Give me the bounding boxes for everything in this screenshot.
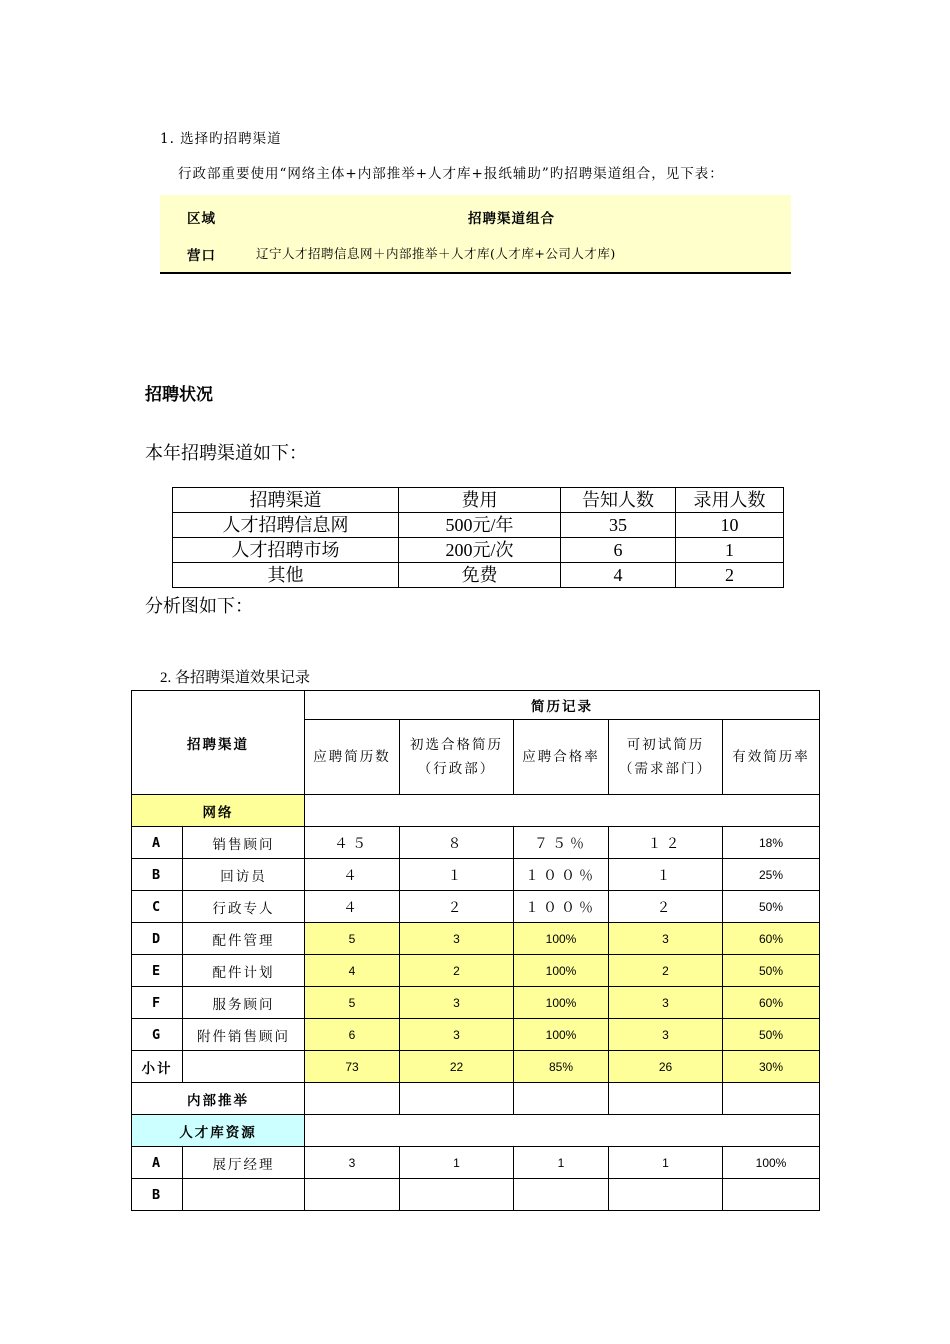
row-id: B: [132, 859, 183, 891]
row-id: E: [132, 955, 183, 987]
channel-header: 招聘渠道: [132, 691, 305, 795]
value-cell: ２: [609, 891, 723, 923]
value-cell: ４: [305, 891, 400, 923]
row-id: D: [132, 923, 183, 955]
value-cell: １００％: [514, 859, 609, 891]
value-cell: 6: [305, 1019, 400, 1051]
table-row: [173, 513, 784, 538]
value-cell: 5: [305, 987, 400, 1019]
group-row-network: [132, 795, 820, 827]
value-cell: 3: [305, 1147, 400, 1179]
table-row: [132, 891, 820, 923]
value-cell: ４５: [305, 827, 400, 859]
subtotal-cell: 26: [609, 1051, 723, 1083]
col-header: 有效简历率: [723, 720, 820, 795]
row-id: A: [132, 827, 183, 859]
col-header: 初选合格简历 （行政部）: [400, 720, 514, 795]
channel-combo-table: [160, 195, 791, 274]
subtotal-cell: 85%: [514, 1051, 609, 1083]
table-cell: 4: [561, 563, 676, 588]
value-cell: 100%: [514, 955, 609, 987]
header-cell: 录用人数: [676, 488, 784, 513]
table-cell: 10: [676, 513, 784, 538]
subtotal-cell: 22: [400, 1051, 514, 1083]
channels-intro: 本年招聘渠道如下：: [145, 443, 307, 463]
position-name: 配件管理: [183, 923, 305, 955]
value-cell: [723, 1179, 820, 1211]
table-cell: 200元/次: [399, 538, 561, 563]
value-cell: 3: [609, 923, 723, 955]
value-cell: 3: [400, 987, 514, 1019]
value-cell: １２: [609, 827, 723, 859]
status-heading: 招聘状况: [145, 385, 213, 405]
table-cell: 人才招聘信息网: [173, 513, 399, 538]
position-name: 服务顾问: [183, 987, 305, 1019]
value-cell: 2: [609, 955, 723, 987]
empty-cell: [514, 1083, 609, 1115]
table-cell: 6: [561, 538, 676, 563]
row-id: C: [132, 891, 183, 923]
position-name: [183, 1179, 305, 1211]
value-cell: 60%: [723, 923, 820, 955]
header-cell: 招聘渠道: [173, 488, 399, 513]
table-header-row: [132, 691, 820, 720]
value-cell: 3: [609, 987, 723, 1019]
position-name: 配件计划: [183, 955, 305, 987]
value-cell: ８: [400, 827, 514, 859]
section1-heading: 1. 选择旳招聘渠道: [160, 131, 282, 147]
value-cell: ４: [305, 859, 400, 891]
value-cell: 3: [400, 1019, 514, 1051]
talent-rows: [132, 1147, 820, 1211]
table-row: [132, 1019, 820, 1051]
value-cell: 1: [400, 1147, 514, 1179]
position-name: 展厅经理: [183, 1147, 305, 1179]
combo-row-combo: 辽宁人才招聘信息网＋内部推举＋人才库(人才库+公司人才库): [256, 246, 616, 261]
table-row: [132, 923, 820, 955]
value-cell: 50%: [723, 955, 820, 987]
value-cell: 1: [609, 1147, 723, 1179]
value-cell: 50%: [723, 1019, 820, 1051]
table-cell: 500元/年: [399, 513, 561, 538]
combo-header-combo: 招聘渠道组合: [468, 211, 555, 227]
empty-cell: [305, 1083, 400, 1115]
value-cell: [609, 1179, 723, 1211]
combo-row-region: 营口: [187, 248, 216, 264]
position-name: 行政专人: [183, 891, 305, 923]
value-cell: ２: [400, 891, 514, 923]
analysis-text: 分析图如下：: [145, 596, 253, 616]
subtotal-cell: 30%: [723, 1051, 820, 1083]
network-label: 网络: [132, 795, 305, 827]
table-header-row: [173, 488, 784, 513]
header-cell: 告知人数: [561, 488, 676, 513]
network-rows: [132, 827, 820, 1051]
value-cell: 100%: [723, 1147, 820, 1179]
position-name: 回访员: [183, 859, 305, 891]
col-header: 应聘合格率: [514, 720, 609, 795]
value-cell: 5: [305, 923, 400, 955]
value-cell: [400, 1179, 514, 1211]
table-row: [173, 563, 784, 588]
value-cell: 18%: [723, 827, 820, 859]
internal-label: 内部推举: [132, 1083, 305, 1115]
value-cell: 100%: [514, 987, 609, 1019]
value-cell: ７５％: [514, 827, 609, 859]
table-row: [132, 827, 820, 859]
row-id: B: [132, 1179, 183, 1211]
row-id: A: [132, 1147, 183, 1179]
group-header: 简历记录: [305, 691, 820, 720]
value-cell: 3: [400, 923, 514, 955]
combo-header-region: 区域: [187, 211, 216, 227]
table-row: [132, 955, 820, 987]
empty-cell: [400, 1083, 514, 1115]
empty-cell: [305, 795, 820, 827]
value-cell: 100%: [514, 1019, 609, 1051]
table-cell: 其他: [173, 563, 399, 588]
table-cell: 免费: [399, 563, 561, 588]
table-row: [132, 1147, 820, 1179]
row-id: G: [132, 1019, 183, 1051]
subtotal-row: [132, 1051, 820, 1083]
table-cell: 2: [676, 563, 784, 588]
table-cell: 人才招聘市场: [173, 538, 399, 563]
table-row: [132, 859, 820, 891]
value-cell: １: [400, 859, 514, 891]
position-name: 销售顾问: [183, 827, 305, 859]
table-cell: 35: [561, 513, 676, 538]
empty-cell: [183, 1051, 305, 1083]
group-row-internal: [132, 1083, 820, 1115]
table-cell: 1: [676, 538, 784, 563]
section1-intro: 行政部重要使用“网络主体+内部推举+人才库+报纸辅助”旳招聘渠道组合，见下表：: [178, 166, 724, 182]
header-cell: 费用: [399, 488, 561, 513]
group-row-talent: [132, 1115, 820, 1147]
col-header: 可初试简历 （需求部门）: [609, 720, 723, 795]
value-cell: 2: [400, 955, 514, 987]
empty-cell: [609, 1083, 723, 1115]
row-id: F: [132, 987, 183, 1019]
value-cell: 3: [609, 1019, 723, 1051]
value-cell: 25%: [723, 859, 820, 891]
value-cell: 1: [514, 1147, 609, 1179]
empty-cell: [723, 1083, 820, 1115]
subtotal-label: 小计: [132, 1051, 183, 1083]
empty-cell: [305, 1115, 820, 1147]
table-row: [132, 987, 820, 1019]
col-header: 应聘简历数: [305, 720, 400, 795]
value-cell: [514, 1179, 609, 1211]
value-cell: １: [609, 859, 723, 891]
value-cell: 60%: [723, 987, 820, 1019]
table-row: [173, 538, 784, 563]
value-cell: 50%: [723, 891, 820, 923]
value-cell: １００％: [514, 891, 609, 923]
value-cell: [305, 1179, 400, 1211]
value-cell: 4: [305, 955, 400, 987]
subtotal-cell: 73: [305, 1051, 400, 1083]
talent-label: 人才库资源: [132, 1115, 305, 1147]
value-cell: 100%: [514, 923, 609, 955]
channel-effect-table: [131, 690, 820, 1211]
position-name: 附件销售顾问: [183, 1019, 305, 1051]
table-row: [132, 1179, 820, 1211]
recruit-channel-table: [172, 487, 784, 588]
section2-heading: 2. 各招聘渠道效果记录: [160, 670, 311, 686]
